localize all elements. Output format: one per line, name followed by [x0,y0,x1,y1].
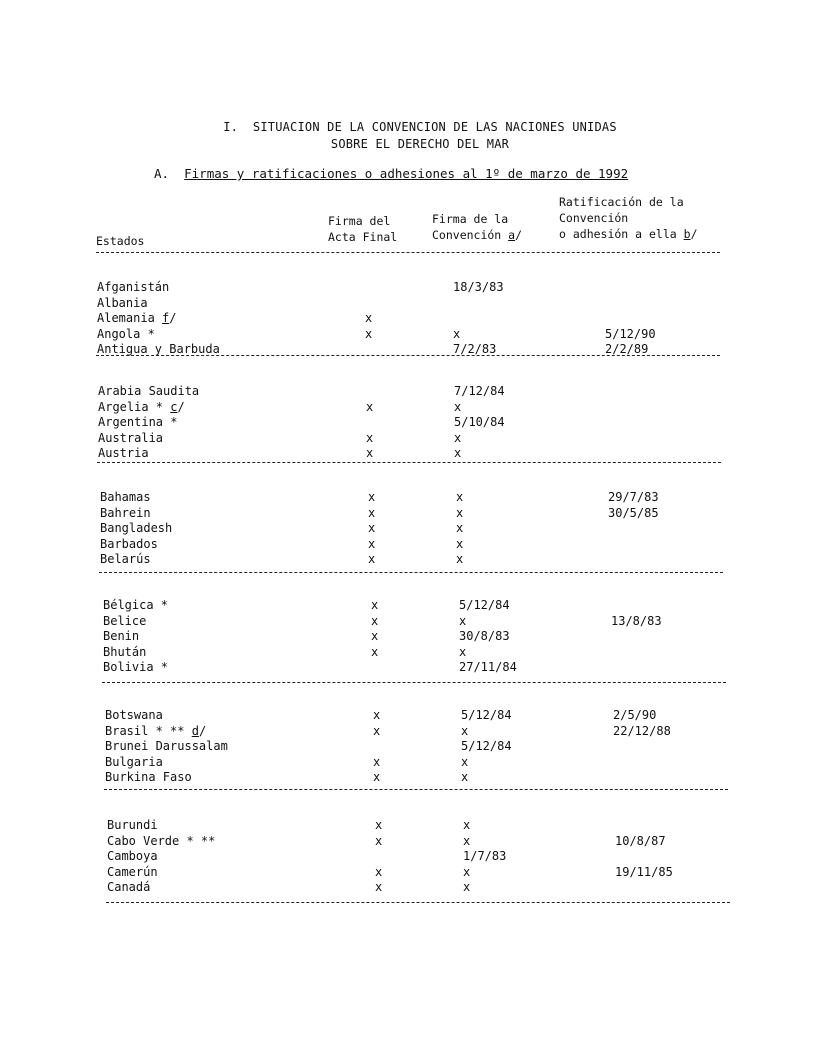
firma-acta-final-cell: x [368,521,376,535]
header-firma-convencion [432,211,522,243]
state-name: Burundi [107,818,158,832]
firma-convencion-cell: 5/12/84 [459,598,510,612]
firma-acta-final-cell: x [375,818,383,832]
state-name: Brasil * ** d/ [105,723,207,738]
firma-convencion-cell: 5/10/84 [454,415,505,429]
section-subtitle [154,166,628,181]
ratificacion-cell: 19/11/85 [615,864,673,879]
firma-acta-final-cell: x [366,446,374,460]
firma-convencion-cell: x [463,833,471,848]
firma-convencion-cell: x [463,880,471,894]
firma-convencion-cell: x [463,818,471,832]
state-name: Barbados [100,536,158,551]
firma-convencion-cell: x [454,430,462,445]
firma-acta-final-cell: x [373,708,381,722]
document-title-line-2: SOBRE EL DERECHO DEL MAR [330,137,510,151]
state-name: Alemania f/ [97,311,177,325]
footnote-b-marker: b [683,227,691,241]
firma-acta-final-cell: x [375,880,383,894]
firma-acta-final-cell: x [373,723,381,738]
header-ratificacion [559,194,698,242]
state-name: Austria [98,446,149,460]
firma-acta-final-cell: x [373,754,381,769]
ratificacion-cell: 2/5/90 [613,708,657,722]
firma-convencion-cell: 18/3/83 [453,280,504,294]
footnote-a-marker: a [508,228,516,242]
state-name: Cabo Verde * ** [107,833,216,848]
state-footnote-marker: d [191,723,199,738]
ratificacion-cell: 30/5/85 [608,505,659,520]
firma-convencion-cell: x [459,644,467,659]
firma-convencion-cell: 30/8/83 [459,629,510,643]
firma-convencion-cell: 27/11/84 [459,660,517,674]
document-title-line-1: I. SITUACION DE LA CONVENCION DE LAS NACIONES UNIDAS [223,120,617,134]
ratificacion-cell: 29/7/83 [608,490,659,504]
firma-convencion-cell: 5/12/84 [461,708,512,722]
header-rat-line-3: o adhesión a ella [559,227,684,241]
state-name: Argelia * c/ [98,399,185,414]
state-name: Botswana [105,708,163,722]
firma-convencion-cell: 7/12/84 [454,384,505,398]
footnote-b-slash: / [690,227,698,241]
state-name: Bélgica * [103,598,169,612]
state-name: Camboya [107,849,158,863]
state-name: Argentina * [98,415,178,429]
header-rat-line-1: Ratificación de la [559,195,684,209]
group-divider [99,572,723,573]
state-name: Bulgaria [105,754,163,769]
state-name: Belice [103,613,147,628]
section-heading: Firmas y ratificaciones o adhesiones al 1º de marzo de 1992 [184,166,629,181]
group-divider [104,789,728,790]
state-footnote-slash: / [169,311,177,325]
state-name: Bahamas [100,490,151,504]
firma-acta-final-cell: x [375,864,383,879]
state-name: Afganistán [97,280,170,294]
firma-convencion-cell: x [459,613,467,628]
firma-acta-final-cell: x [373,770,381,784]
state-name: Camerún [107,864,158,879]
state-name: Bangladesh [100,521,173,535]
group-divider [97,462,721,463]
header-conv-line-2: Convención [432,228,509,242]
firma-acta-final-cell: x [371,629,379,643]
state-name: Angola * [97,326,155,341]
state-name: Bhután [103,644,147,659]
state-name: Bahrein [100,505,151,520]
state-name: Canadá [107,880,151,894]
firma-acta-final-cell: x [375,833,383,848]
firma-convencion-cell: x [456,505,464,520]
ratificacion-cell: 2/2/89 [605,342,649,356]
firma-convencion-cell: x [456,536,464,551]
state-name: Antigua y Barbuda [97,342,220,356]
state-name: Burkina Faso [105,770,192,784]
ratificacion-cell: 22/12/88 [613,723,671,738]
firma-acta-final-cell: x [371,644,379,659]
ratificacion-cell: 13/8/83 [611,613,662,628]
header-estados: Estados [96,234,145,248]
firma-convencion-cell: 5/12/84 [461,739,512,753]
firma-acta-final-cell: x [368,490,376,504]
firma-acta-final-cell: x [368,536,376,551]
firma-acta-final-cell: x [368,505,376,520]
firma-acta-final-cell: x [371,613,379,628]
ratificacion-cell: 5/12/90 [605,326,656,341]
state-name: Benin [103,629,140,643]
state-name: Belarús [100,552,151,566]
firma-convencion-cell: x [461,723,469,738]
state-name: Australia [98,430,164,445]
firma-acta-final-cell: x [368,552,376,566]
firma-convencion-cell: x [463,864,471,879]
state-footnote-slash: / [177,399,185,414]
firma-convencion-cell: x [456,490,464,504]
firma-convencion-cell: x [461,770,469,784]
firma-convencion-cell: x [454,446,462,460]
firma-convencion-cell: x [456,521,464,535]
firma-acta-final-cell: x [365,311,373,325]
header-divider [96,252,720,253]
header-firma-acta-final: Firma del Acta Final [328,214,398,244]
firma-convencion-cell: 7/2/83 [453,342,497,356]
group-divider [96,355,720,356]
firma-convencion-cell: x [454,399,462,414]
firma-acta-final-cell: x [371,598,379,612]
header-rat-line-2: Convención [559,211,629,225]
group-divider [102,682,726,683]
firma-acta-final-cell: x [366,430,374,445]
firma-convencion-cell: x [453,326,461,341]
firma-convencion-cell: x [456,552,464,566]
state-footnote-marker: c [170,399,178,414]
firma-convencion-cell: x [461,754,469,769]
state-footnote-slash: / [198,723,207,738]
state-name: Arabia Saudita [98,384,200,398]
state-name: Bolivia * [103,660,169,674]
firma-acta-final-cell: x [365,326,373,341]
state-footnote-marker: f [162,311,170,325]
state-name: Brunei Darussalam [105,739,228,753]
footnote-a-slash: / [515,228,523,242]
group-divider [106,902,730,903]
header-conv-line-1: Firma de la [432,212,509,226]
ratificacion-cell: 10/8/87 [615,833,666,848]
section-letter: A. [154,166,170,181]
firma-acta-final-cell: x [366,399,374,414]
state-name: Albania [97,295,148,310]
firma-convencion-cell: 1/7/83 [463,849,507,863]
